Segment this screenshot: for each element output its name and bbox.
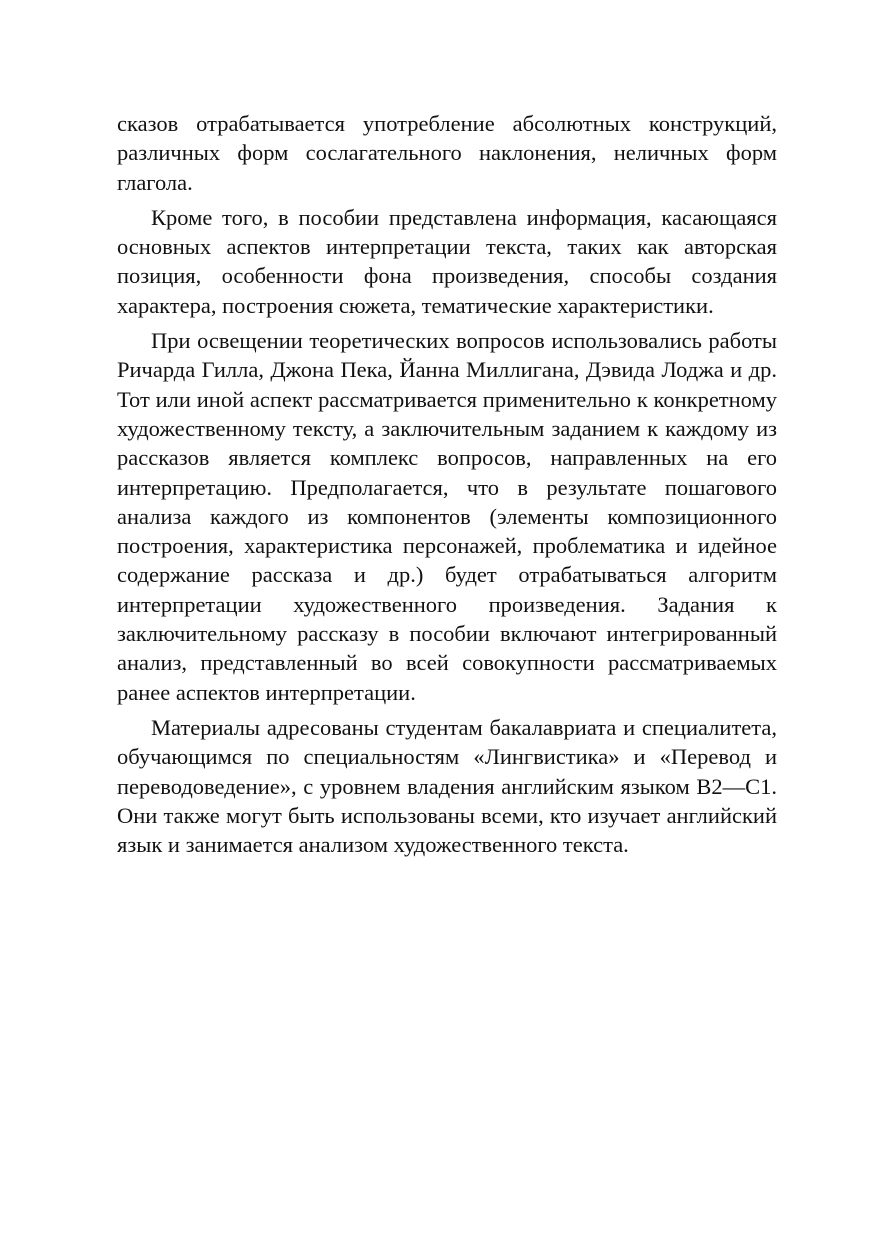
paragraph-interpretation-aspects: Кроме того, в пособии представлена информация, касающаяся основных аспектов интерпретации текста, таких как авторская позиция, особенности фона произведения, способы создания характера, построения сюжета, тематические характеристики.: [117, 204, 777, 318]
paragraph-continuation: сказов отрабатывается употребление абсолютных конструкций, различных форм сослагательного наклонения, неличных форм глагола.: [117, 111, 777, 195]
document-page: [117, 109, 777, 865]
paragraph-theoretical-sources: При освещении теоретических вопросов использовались работы Ричарда Гилла, Джона Пека, Йанна Миллигана, Дэвида Лоджа и др. Тот или иной аспект рассматривается применительно к конкретному художественному тексту, а заключительным заданием к каждому из рассказов является комплекс вопросов, направленных на его интерпретацию. Предполагается, что в результате пошагового анализа каждого из компонентов (элементы композиционного построения, характеристика персонажей, проблематика и идейное содержание рассказа и др.) будет отрабатываться алгоритм интерпретации художественного произведения. Задания к заключительному рассказу в пособии включают интегрированный анализ, представленный во всей совокупности рассматриваемых ранее аспектов интерпретации.: [117, 328, 777, 705]
paragraph-target-audience: Материалы адресованы студентам бакалавриата и специалитета, обучающимся по специальностям «Лингвистика» и «Перевод и переводоведение», с уровнем владения английским языком В2—С1. Они также могут быть использованы всеми, кто изучает английский язык и занимается анализом художественного текста.: [117, 714, 777, 858]
